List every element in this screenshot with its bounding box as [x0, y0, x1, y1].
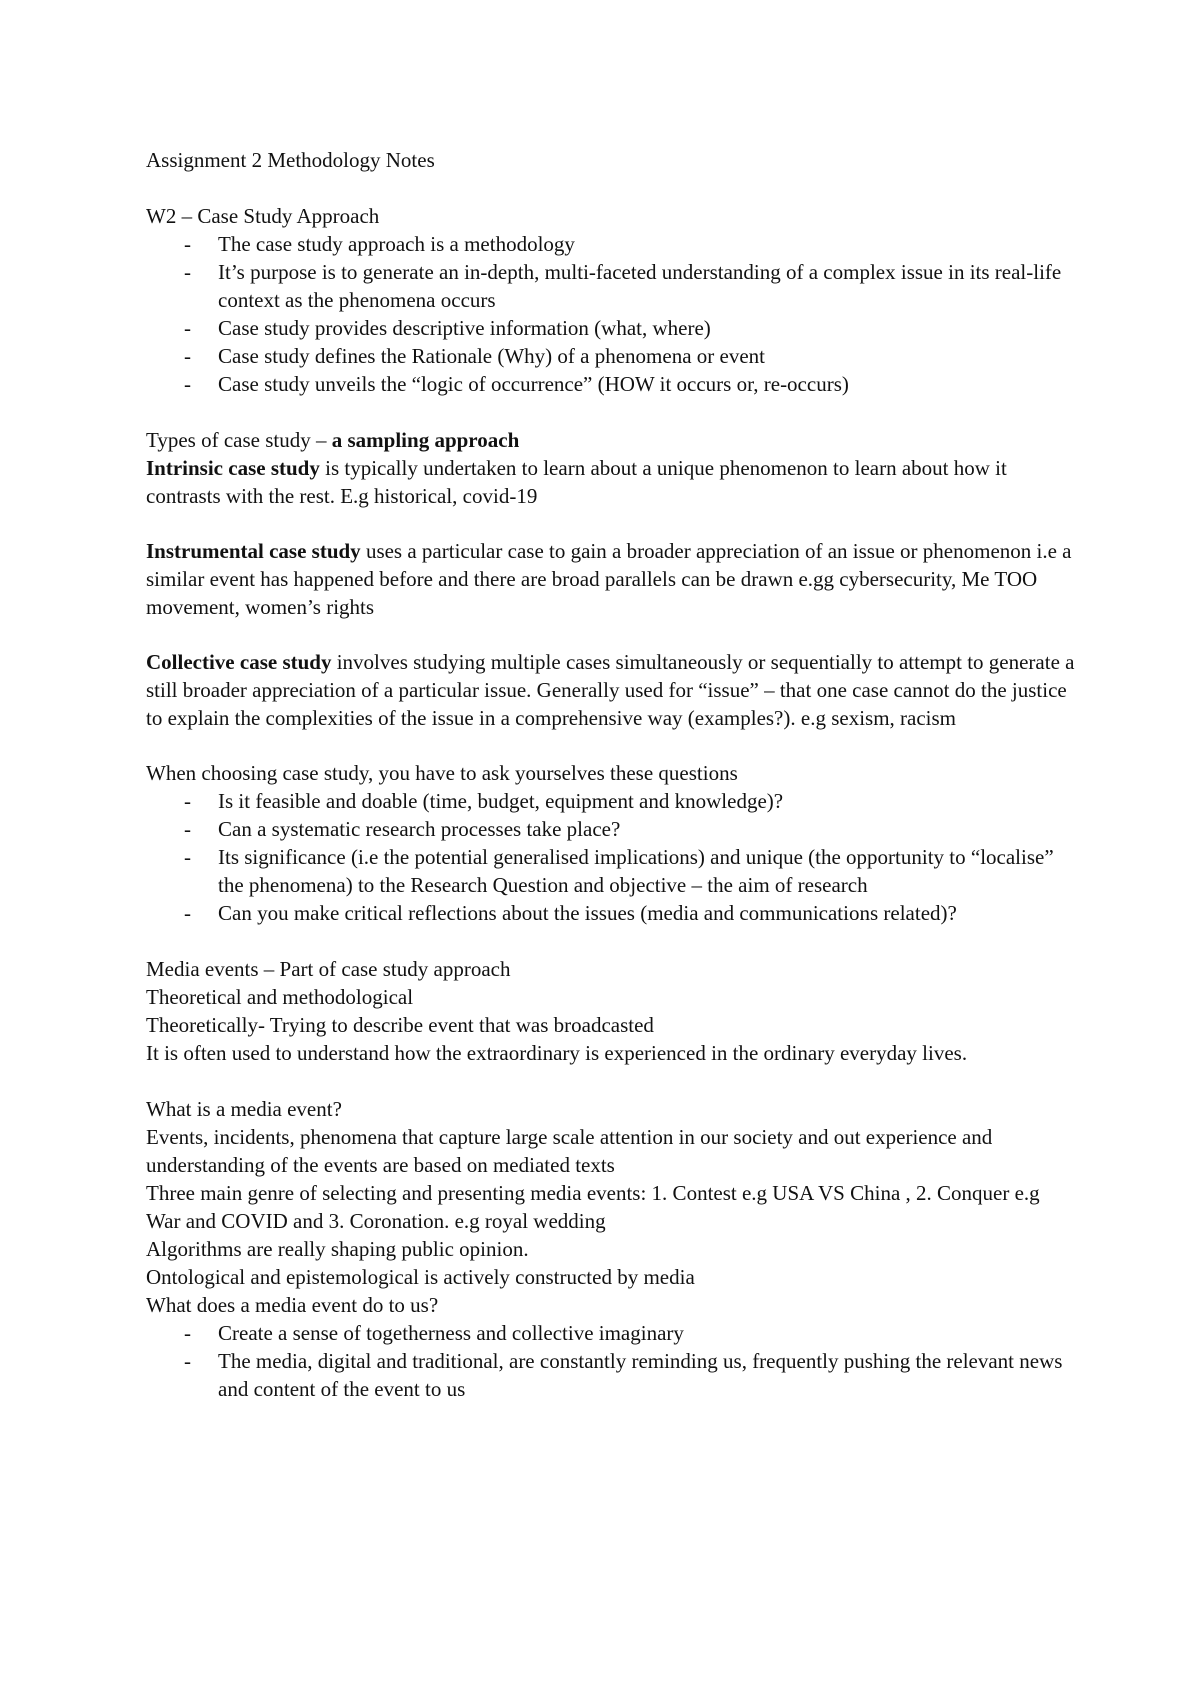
list-item: [146, 843, 1076, 899]
list-item-text: Case study provides descriptive information (what, where): [218, 316, 711, 340]
list-item-text: The case study approach is a methodology: [218, 232, 575, 256]
dash-bullet: -: [184, 344, 191, 368]
dash-bullet: -: [184, 316, 191, 340]
instrumental-term: Instrumental case study: [146, 539, 361, 563]
dash-bullet: -: [184, 789, 191, 813]
media-events-line: Theoretically- Trying to describe event that was broadcasted: [146, 1013, 654, 1037]
list-item-text: Can you make critical reflections about the issues (media and communications related)?: [218, 901, 957, 925]
what-is-line: Three main genre of selecting and presenting media events: 1. Contest e.g USA VS China , 2. Conquer e.g War and COVID and 3. Coronation. e.g royal wedding: [146, 1181, 1040, 1233]
intrinsic-term: Intrinsic case study: [146, 456, 320, 480]
dash-bullet: -: [184, 1349, 191, 1373]
dash-bullet: -: [184, 845, 191, 869]
document-page: [146, 146, 1076, 1403]
instrumental-paragraph: [146, 537, 1076, 621]
media-events-line: Theoretical and methodological: [146, 985, 414, 1009]
list-item-text: Its significance (i.e the potential generalised implications) and unique (the opportunity to “localise” the phenomena) to the Research Question and objective – the aim of research: [218, 845, 1054, 897]
list-item: [146, 258, 1076, 314]
list-item: [146, 899, 1076, 927]
media-event-effects-list: [146, 1319, 1076, 1403]
list-item-text: Is it feasible and doable (time, budget, equipment and knowledge)?: [218, 789, 784, 813]
intrinsic-paragraph: [146, 454, 1076, 510]
case-study-bullet-list: [146, 230, 1076, 398]
media-events-line: It is often used to understand how the extraordinary is experienced in the ordinary everyday lives.: [146, 1041, 968, 1065]
list-item-text: Case study unveils the “logic of occurrence” (HOW it occurs or, re-occurs): [218, 372, 849, 396]
what-is-line: Ontological and epistemological is actively constructed by media: [146, 1265, 695, 1289]
types-heading-bold: a sampling approach: [331, 428, 520, 452]
list-item: [146, 370, 1076, 398]
section-heading-case-study: W2 – Case Study Approach: [146, 204, 380, 228]
list-item: [146, 314, 1076, 342]
list-item-text: It’s purpose is to generate an in-depth, multi-faceted understanding of a complex issue in its real-life context as the phenomena occurs: [218, 260, 1062, 312]
document-title: Assignment 2 Methodology Notes: [146, 148, 435, 172]
what-is-line: Algorithms are really shaping public opinion.: [146, 1237, 529, 1261]
list-item-text: Create a sense of togetherness and collective imaginary: [218, 1321, 684, 1345]
collective-text: involves studying multiple cases simultaneously or sequentially to attempt to generate a still broader appreciation of a particular issue. Generally used for “issue” – that one case cannot do the justice to explain the complexities of the issue in a comprehensive way (examples?). e.g sexism, racism: [146, 650, 1075, 730]
dash-bullet: -: [184, 260, 191, 284]
list-item-text: Can a systematic research processes take place?: [218, 817, 621, 841]
types-heading-text: Types of case study –: [146, 428, 332, 452]
media-events-heading: Media events – Part of case study approach: [146, 957, 511, 981]
types-heading: [146, 426, 1076, 454]
dash-bullet: -: [184, 817, 191, 841]
intrinsic-text: is typically undertaken to learn about a unique phenomenon to learn about how it contrasts with the rest. E.g historical, covid-19: [146, 456, 1007, 508]
list-item: [146, 1347, 1076, 1403]
dash-bullet: -: [184, 232, 191, 256]
choosing-bullet-list: [146, 787, 1076, 927]
dash-bullet: -: [184, 372, 191, 396]
dash-bullet: -: [184, 1321, 191, 1345]
what-is-line: What does a media event do to us?: [146, 1293, 439, 1317]
what-is-line: Events, incidents, phenomena that capture large scale attention in our society and out experience and understanding of the events are based on mediated texts: [146, 1125, 993, 1177]
collective-term: Collective case study: [146, 650, 332, 674]
list-item: [146, 342, 1076, 370]
list-item: [146, 230, 1076, 258]
list-item-text: Case study defines the Rationale (Why) of a phenomena or event: [218, 344, 765, 368]
dash-bullet: -: [184, 901, 191, 925]
collective-paragraph: [146, 648, 1076, 732]
list-item-text: The media, digital and traditional, are constantly reminding us, frequently pushing the relevant news and content of the event to us: [218, 1349, 1063, 1401]
list-item: [146, 815, 1076, 843]
what-is-heading: What is a media event?: [146, 1097, 342, 1121]
instrumental-text: uses a particular case to gain a broader appreciation of an issue or phenomenon i.e a similar event has happened before and there are broad parallels can be drawn e.gg cybersecurity, Me TOO movement, women’s rights: [146, 539, 1072, 619]
choosing-heading: When choosing case study, you have to ask yourselves these questions: [146, 761, 738, 785]
list-item: [146, 1319, 1076, 1347]
list-item: [146, 787, 1076, 815]
